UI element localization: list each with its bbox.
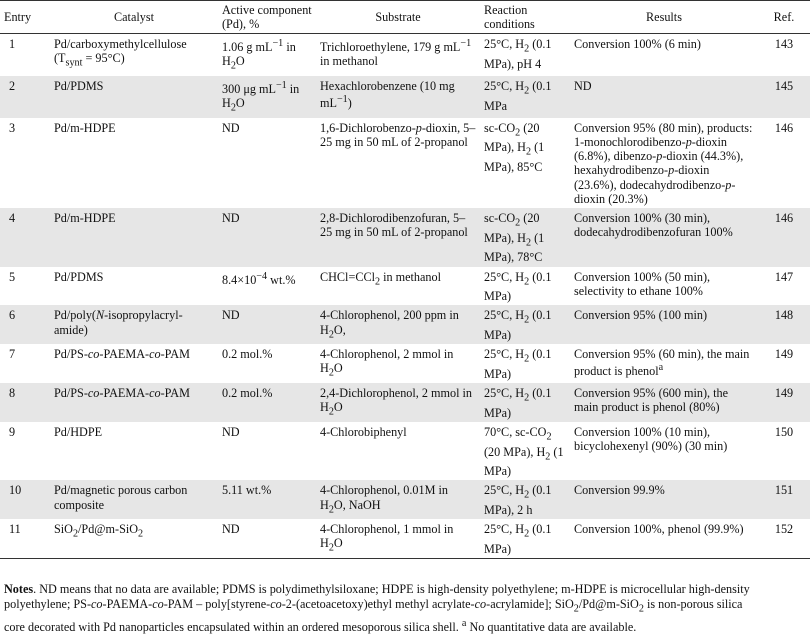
cell-catalyst: Pd/PS-co-PAEMA-co-PAM — [54, 347, 190, 362]
cell-substrate: Trichloroethylene, 179 g $mL^{-1}$ in methanol — [320, 38, 472, 69]
cell-active-component: ND — [222, 120, 240, 135]
cell-entry: 1 — [9, 37, 16, 51]
cell-active-component: ND — [218, 208, 316, 266]
cell-ref: 147 — [774, 269, 794, 284]
table-body — [0, 34, 810, 559]
cell-substrate: 2,4-Dichlorophenol, 2 mmol in $H_2O$ — [316, 383, 480, 422]
cell-active-component: ND — [218, 305, 316, 344]
header-catalyst: Catalyst — [114, 10, 154, 24]
cell-results: Conversion 100% (10 min), bicyclohexenyl (90%) (30 min) — [574, 424, 728, 454]
cell-ref: 143 — [774, 37, 794, 51]
cell-active-component: $8.4\times 10^{-4}$ wt.% — [222, 270, 296, 287]
cell-results: Conversion 100% (6 min) — [574, 37, 701, 51]
cell-catalyst: Pd/PDMS — [54, 269, 104, 284]
cell-catalyst: Pd/m-HDPE — [50, 208, 218, 266]
cell-catalyst: Pd/HDPE — [54, 424, 103, 439]
cell-reaction-conditions: 70°C, $sc-CO_2$ (20 MPa), $H_2$ (1 MPa) — [484, 424, 564, 479]
cell-active-component: ND — [222, 522, 240, 537]
cell-substrate: 4-Chlorophenol, 1 mmol in $H_2O$ — [320, 522, 454, 554]
cell-substrate: 4-Chlorobiphenyl — [320, 424, 407, 439]
cell-catalyst: Pd/m-HDPE — [54, 120, 116, 135]
cell-catalyst: Pd/poly(N-isopropylacryl-amide) — [50, 305, 218, 344]
cell-entry: 10 — [0, 480, 50, 519]
cell-ref: 151 — [758, 480, 810, 519]
cell-active-component: ND — [222, 424, 240, 439]
table-notes — [4, 582, 752, 634]
table-row — [0, 267, 810, 306]
cell-entry: 5 — [9, 269, 16, 284]
header-active-component: Active component (Pd), % — [222, 3, 312, 31]
cell-substrate: Hexachlorobenzene (10 mg $mL^{-1}$) — [316, 76, 480, 118]
cell-reaction-conditions: 25°C, $H_2$ (0.1 MPa) — [484, 522, 552, 556]
table-row — [0, 118, 810, 208]
cell-reaction-conditions: 25°C, $H_2$ (0.1 MPa) — [484, 347, 552, 381]
cell-reaction-conditions: 25°C, $H_2$ (0.1 MPa), 2 h — [480, 480, 570, 519]
cell-ref: 152 — [774, 522, 794, 537]
table-row — [0, 383, 810, 422]
cell-results: Conversion 95% (600 min), the main product is phenol (80%) — [570, 383, 758, 422]
header-entry: Entry — [4, 10, 32, 24]
cell-entry: 2 — [0, 76, 50, 118]
header-reaction-conditions: Reaction conditions — [484, 3, 535, 31]
cell-ref: 149 — [774, 347, 794, 362]
cell-ref: 150 — [774, 424, 794, 439]
cell-ref: 145 — [758, 76, 810, 118]
table-row — [0, 422, 810, 480]
cell-reaction-conditions: 25°C, $H_2$ (0.1 MPa) — [480, 383, 570, 422]
cell-substrate: CHCl=CCl$_2$ in methanol — [320, 269, 441, 287]
cell-substrate: 1,6-Dichlorobenzo-p-dioxin, 5–25 mg in 50 mL of 2-propanol — [320, 120, 476, 150]
cell-catalyst: Pd/PDMS — [50, 76, 218, 118]
header-results: Results — [646, 10, 682, 24]
cell-entry: 8 — [0, 383, 50, 422]
cell-reaction-conditions: 25°C, $H_2$ (0.1 MPa) — [480, 305, 570, 344]
table-row — [0, 76, 810, 118]
cell-active-component: 300 μg $mL^{-1}$ in $H_2O$ — [218, 76, 316, 118]
notes-text: . ND means that no data are available; PDMS is polydimethylsiloxane; HDPE is high-density polyethylene; m-HDPE is microcellular high-density polyethylene; PS-co-PAEMA-co-PAM – poly[styrene-co-2-(acetoacetoxy)ethyl methyl acrylate-co-acrylamide]; SiO$_2$/Pd@m-SiO$_2$ is non-porous silica core decorated with Pd nanoparticles encapsulated within an ordered mesoporous silica shell. $^a$ No quantitative data are available. — [4, 582, 750, 634]
table-row — [0, 519, 810, 558]
cell-ref: 146 — [758, 208, 810, 266]
cell-catalyst: Pd/magnetic porous carbon composite — [50, 480, 218, 519]
cell-entry: 9 — [9, 424, 16, 439]
cell-active-component: 0.2 mol.% — [218, 383, 316, 422]
cell-ref: 149 — [758, 383, 810, 422]
table-row — [0, 34, 810, 76]
table-row — [0, 208, 810, 266]
cell-catalyst: SiO$_2$/Pd@m-SiO$_2$ — [54, 522, 144, 540]
cell-substrate: 4-Chlorophenol, 0.01M in $H_2O$, NaOH — [316, 480, 480, 519]
table-row — [0, 480, 810, 519]
cell-entry: 7 — [9, 347, 16, 362]
cell-reaction-conditions: $sc-CO_2$ (20 MPa), $H_2$ (1 MPa), 85°C — [484, 120, 545, 175]
cell-results: Conversion 100% (30 min), dodecahydrodibenzofuran 100% — [570, 208, 758, 266]
header-ref: Ref. — [773, 10, 795, 24]
cell-active-component: 5.11 wt.% — [218, 480, 316, 519]
cell-catalyst: Pd/carboxymethylcellulose $(T_{synt} = 95^\circ C)$ — [54, 37, 187, 69]
cell-results: Conversion 100% (50 min), selectivity to ethane 100% — [574, 269, 711, 298]
cell-entry: 11 — [9, 522, 21, 537]
table-row — [0, 344, 810, 383]
cell-entry: 3 — [9, 120, 16, 135]
cell-results: Conversion 95% (80 min), products: 1-monochlorodibenzo-p-dioxin (6.8%), dibenzo-p-dioxin (44.3%), hexahydrodibenzo-p-dioxin (23.6%), dodecahydrodibenzo-p-dioxin (20.3%) — [574, 120, 753, 206]
cell-active-component: 0.2 mol.% — [222, 347, 273, 362]
cell-catalyst: Pd/PS-co-PAEMA-co-PAM — [50, 383, 218, 422]
cell-entry: 4 — [0, 208, 50, 266]
cell-entry: 6 — [0, 305, 50, 344]
table-row — [0, 305, 810, 344]
cell-reaction-conditions: 25°C, $H_2$ (0.1 MPa) — [484, 269, 552, 304]
cell-active-component: 1.06 g $mL^{-1}$ in $H_2O$ — [222, 38, 296, 72]
notes-label: Notes — [4, 582, 34, 596]
cell-ref: 148 — [758, 305, 810, 344]
cell-reaction-conditions: $sc-CO_2$ (20 MPa), $H_2$ (1 MPa), 78°C — [480, 208, 570, 266]
table-header-row — [0, 1, 810, 34]
cell-substrate: 4-Chlorophenol, 2 mmol in $H_2O$ — [320, 347, 454, 379]
cell-results: Conversion 95% (60 min), the main product is phenol$^a$ — [574, 347, 750, 379]
header-substrate: Substrate — [375, 10, 421, 24]
cell-substrate: 4-Chlorophenol, 200 ppm in $H_2O$, — [316, 305, 480, 344]
cell-substrate: 2,8-Dichlorodibenzofuran, 5–25 mg in 50 mL of 2-propanol — [316, 208, 480, 266]
cell-reaction-conditions: 25°C, $H_2$ (0.1 MPa — [480, 76, 570, 118]
cell-results: ND — [570, 76, 758, 118]
cell-reaction-conditions: 25°C, $H_2$ (0.1 MPa), pH 4 — [484, 37, 552, 71]
cell-results: Conversion 99.9% — [570, 480, 758, 519]
cell-results: Conversion 95% (100 min) — [570, 305, 758, 344]
cell-ref: 146 — [774, 120, 794, 135]
cell-results: Conversion 100%, phenol (99.9%) — [574, 522, 744, 537]
